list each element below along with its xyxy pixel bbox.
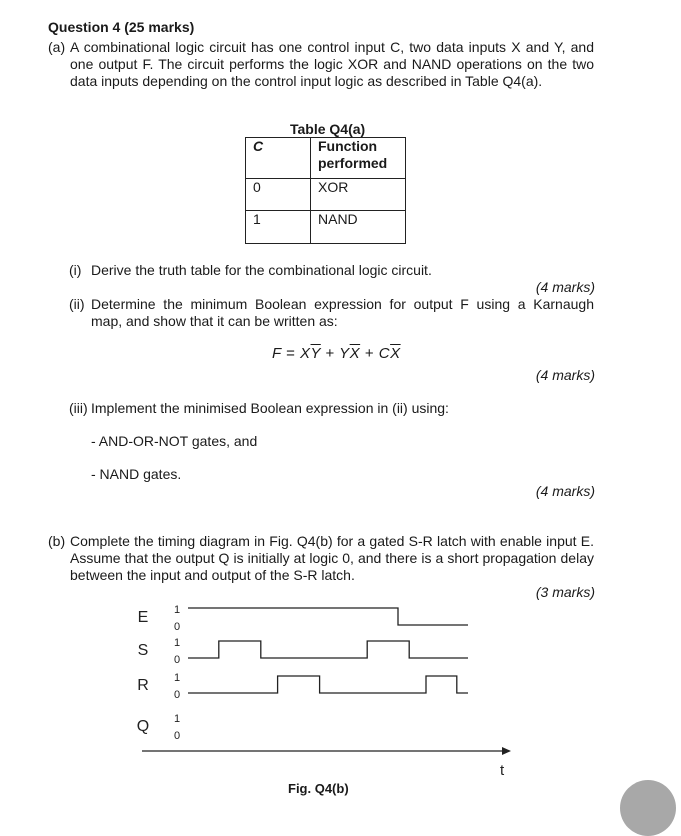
time-axis-arrow: [502, 747, 511, 755]
item-ii-text-line2: map, and show that it can be written as:: [91, 313, 338, 329]
part-a-text: A combinational logic circuit has one control input C, two data inputs X and Y, and one output F. The circuit performs the logic XOR and NAND operations on the two data inputs depending on the control input logic as described in Table Q4(a).: [70, 39, 594, 89]
part-b-marks: (3 marks): [535, 584, 595, 600]
cell-c: 0: [246, 179, 311, 211]
level-high-label: 1: [173, 672, 181, 684]
item-i-marks: (4 marks): [535, 279, 595, 295]
header-function: Function performed: [311, 138, 406, 179]
level-low-label: 0: [173, 730, 181, 742]
item-i-text: Derive the truth table for the combinational logic circuit.: [91, 262, 432, 278]
question-title: Question 4 (25 marks): [48, 19, 195, 35]
item-iii-text: Implement the minimised Boolean expression in (ii) using:: [91, 400, 449, 416]
waveform-S: [188, 641, 468, 658]
level-high-label: 1: [173, 604, 181, 616]
signal-label-Q: Q: [136, 718, 150, 735]
cell-function: XOR: [311, 179, 406, 211]
item-ii-text-line1: Determine the minimum Boolean expression for output F using a Karnaugh: [91, 296, 594, 312]
header-c: C: [246, 138, 311, 179]
level-low-label: 0: [173, 621, 181, 633]
part-b-text: Complete the timing diagram in Fig. Q4(b) for a gated S-R latch with enable input E. Assume that the output Q is initially at logic 0, and there is a short propagation delay between the input and output of the S-R latch.: [70, 533, 594, 583]
signal-label-S: S: [137, 642, 149, 659]
signal-traces: [137, 604, 468, 742]
level-high-label: 1: [173, 713, 181, 725]
waveform-E: [188, 608, 468, 625]
signal-label-E: E: [137, 609, 149, 626]
bullet-nand: - NAND gates.: [91, 466, 182, 482]
time-label: t: [500, 762, 505, 779]
part-a-label: (a): [48, 39, 66, 55]
waveform-R: [188, 676, 468, 693]
item-ii-marks: (4 marks): [535, 367, 595, 383]
level-low-label: 0: [173, 689, 181, 701]
item-i-label: (i): [69, 262, 82, 278]
corner-circle: [620, 780, 676, 836]
part-b-label: (b): [48, 533, 66, 549]
cell-function: NAND: [311, 211, 406, 244]
level-low-label: 0: [173, 654, 181, 666]
item-iii-marks: (4 marks): [535, 483, 595, 499]
boolean-equation: $F = X\overline{Y} + Y\overline{X} + C\overline{X}$: [272, 345, 401, 362]
figure-caption: Fig. Q4(b): [288, 781, 349, 796]
item-iii-label: (iii): [69, 400, 88, 416]
level-high-label: 1: [173, 637, 181, 649]
table-caption: Table Q4(a): [290, 121, 366, 137]
signal-label-R: R: [137, 677, 149, 694]
item-ii-label: (ii): [69, 296, 85, 312]
cell-c: 1: [246, 211, 311, 244]
bullet-and-or-not: - AND-OR-NOT gates, and: [91, 433, 258, 449]
